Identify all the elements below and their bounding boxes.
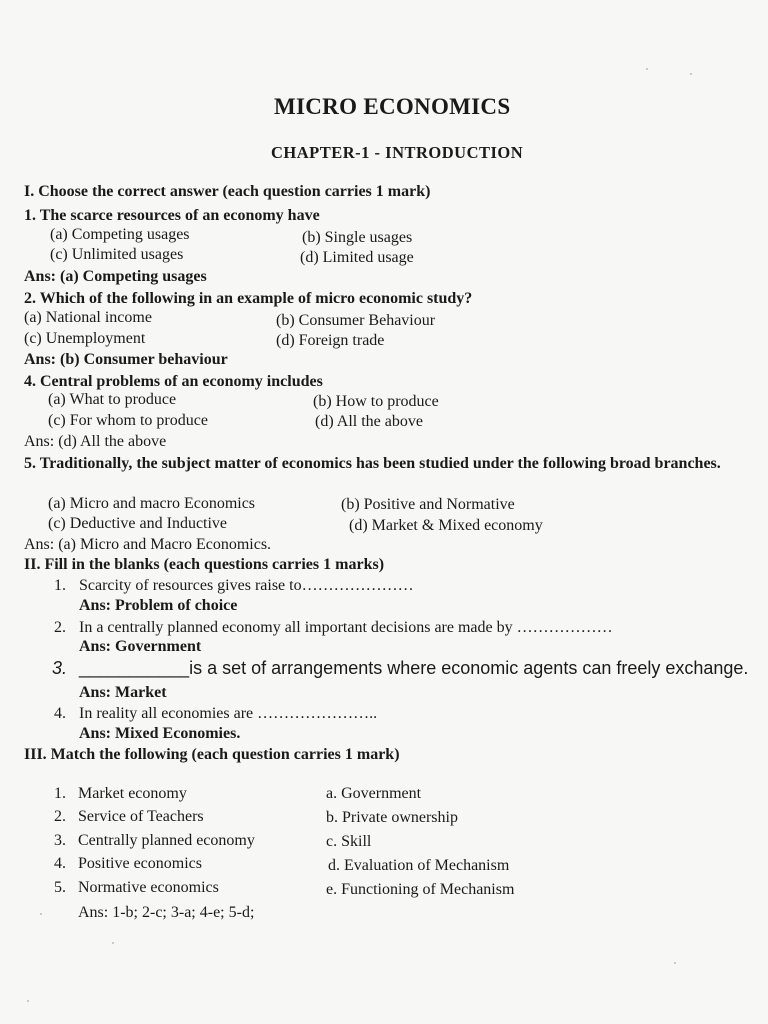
section-heading: II. Fill in the blanks (each questions carries 1 marks) — [24, 556, 385, 573]
option: (b) Consumer Behaviour — [276, 312, 436, 329]
option: (a) What to produce — [48, 391, 177, 408]
match-left-item: Positive economics — [78, 855, 202, 872]
item-number: 3. — [54, 832, 66, 849]
item-number: 1. — [54, 785, 66, 802]
match-right-item: b. Private ownership — [326, 809, 458, 826]
chapter-title: CHAPTER-1 - INTRODUCTION — [271, 143, 524, 162]
item-number: 4. — [54, 855, 66, 872]
answer: Ans: (a) Micro and Macro Economics. — [24, 536, 272, 553]
section-heading: I. Choose the correct answer (each question carries 1 mark) — [24, 183, 431, 200]
blank-question: Scarcity of resources gives raise to………………… — [79, 577, 414, 594]
option: (b) How to produce — [313, 393, 439, 410]
answer: Ans: (b) Consumer behaviour — [24, 351, 228, 368]
option: (c) For whom to produce — [48, 412, 208, 429]
item-number: 1. — [54, 577, 66, 594]
match-left-item: Service of Teachers — [78, 808, 204, 825]
option: (a) Micro and macro Economics — [48, 495, 256, 512]
answer: Ans: (a) Competing usages — [24, 268, 207, 285]
blank-question: ___________is a set of arrangements where economic agents can freely exchange. — [79, 658, 749, 678]
answer: Ans: Market — [79, 684, 167, 701]
item-number: 5. — [54, 879, 66, 896]
question: 4. Central problems of an economy includes — [24, 373, 323, 390]
item-number: 2. — [54, 808, 66, 825]
match-left-item: Centrally planned economy — [78, 832, 255, 849]
match-left-item: Market economy — [78, 785, 187, 802]
scan-speck — [112, 942, 114, 944]
match-left-item: Normative economics — [78, 879, 219, 896]
answer: Ans: Problem of choice — [79, 597, 238, 614]
answer: Ans: Mixed Economies. — [79, 725, 241, 742]
option: (b) Single usages — [302, 229, 413, 246]
answer: Ans: Government — [79, 638, 202, 655]
match-right-item: e. Functioning of Mechanism — [326, 881, 515, 898]
question: 5. Traditionally, the subject matter of economics has been studied under the following broad branches. — [24, 455, 721, 472]
option: (d) Market & Mixed economy — [349, 517, 543, 534]
scan-speck — [40, 913, 42, 915]
option: (a) National income — [24, 309, 152, 326]
option: (d) All the above — [315, 413, 423, 430]
answer: Ans: 1-b; 2-c; 3-a; 4-e; 5-d; — [78, 904, 255, 921]
page-title: MICRO ECONOMICS — [274, 94, 511, 119]
option: (b) Positive and Normative — [341, 496, 515, 513]
blank-question: In reality all economies are ………………….. — [79, 705, 378, 722]
blank-question: In a centrally planned economy all important decisions are made by ……………… — [79, 619, 613, 636]
option: (d) Limited usage — [300, 249, 414, 266]
item-number: 4. — [54, 705, 66, 722]
match-right-item: a. Government — [326, 785, 422, 802]
scan-speck — [646, 68, 648, 70]
match-right-item: d. Evaluation of Mechanism — [328, 857, 510, 874]
question: 2. Which of the following in an example of micro economic study? — [24, 290, 473, 307]
answer: Ans: (d) All the above — [24, 433, 167, 450]
question: 1. The scarce resources of an economy have — [24, 207, 320, 224]
match-right-item: c. Skill — [326, 833, 372, 850]
option: (a) Competing usages — [50, 226, 190, 243]
scan-speck — [27, 1000, 29, 1002]
option: (c) Deductive and Inductive — [48, 515, 228, 532]
scan-speck — [674, 962, 676, 964]
option: (c) Unemployment — [24, 330, 146, 347]
item-number: 2. — [54, 619, 66, 636]
item-number: 3. — [52, 658, 68, 678]
section-heading: III. Match the following (each question carries 1 mark) — [24, 746, 400, 763]
scan-speck — [690, 73, 692, 75]
option: (c) Unlimited usages — [50, 246, 184, 263]
option: (d) Foreign trade — [276, 332, 385, 349]
